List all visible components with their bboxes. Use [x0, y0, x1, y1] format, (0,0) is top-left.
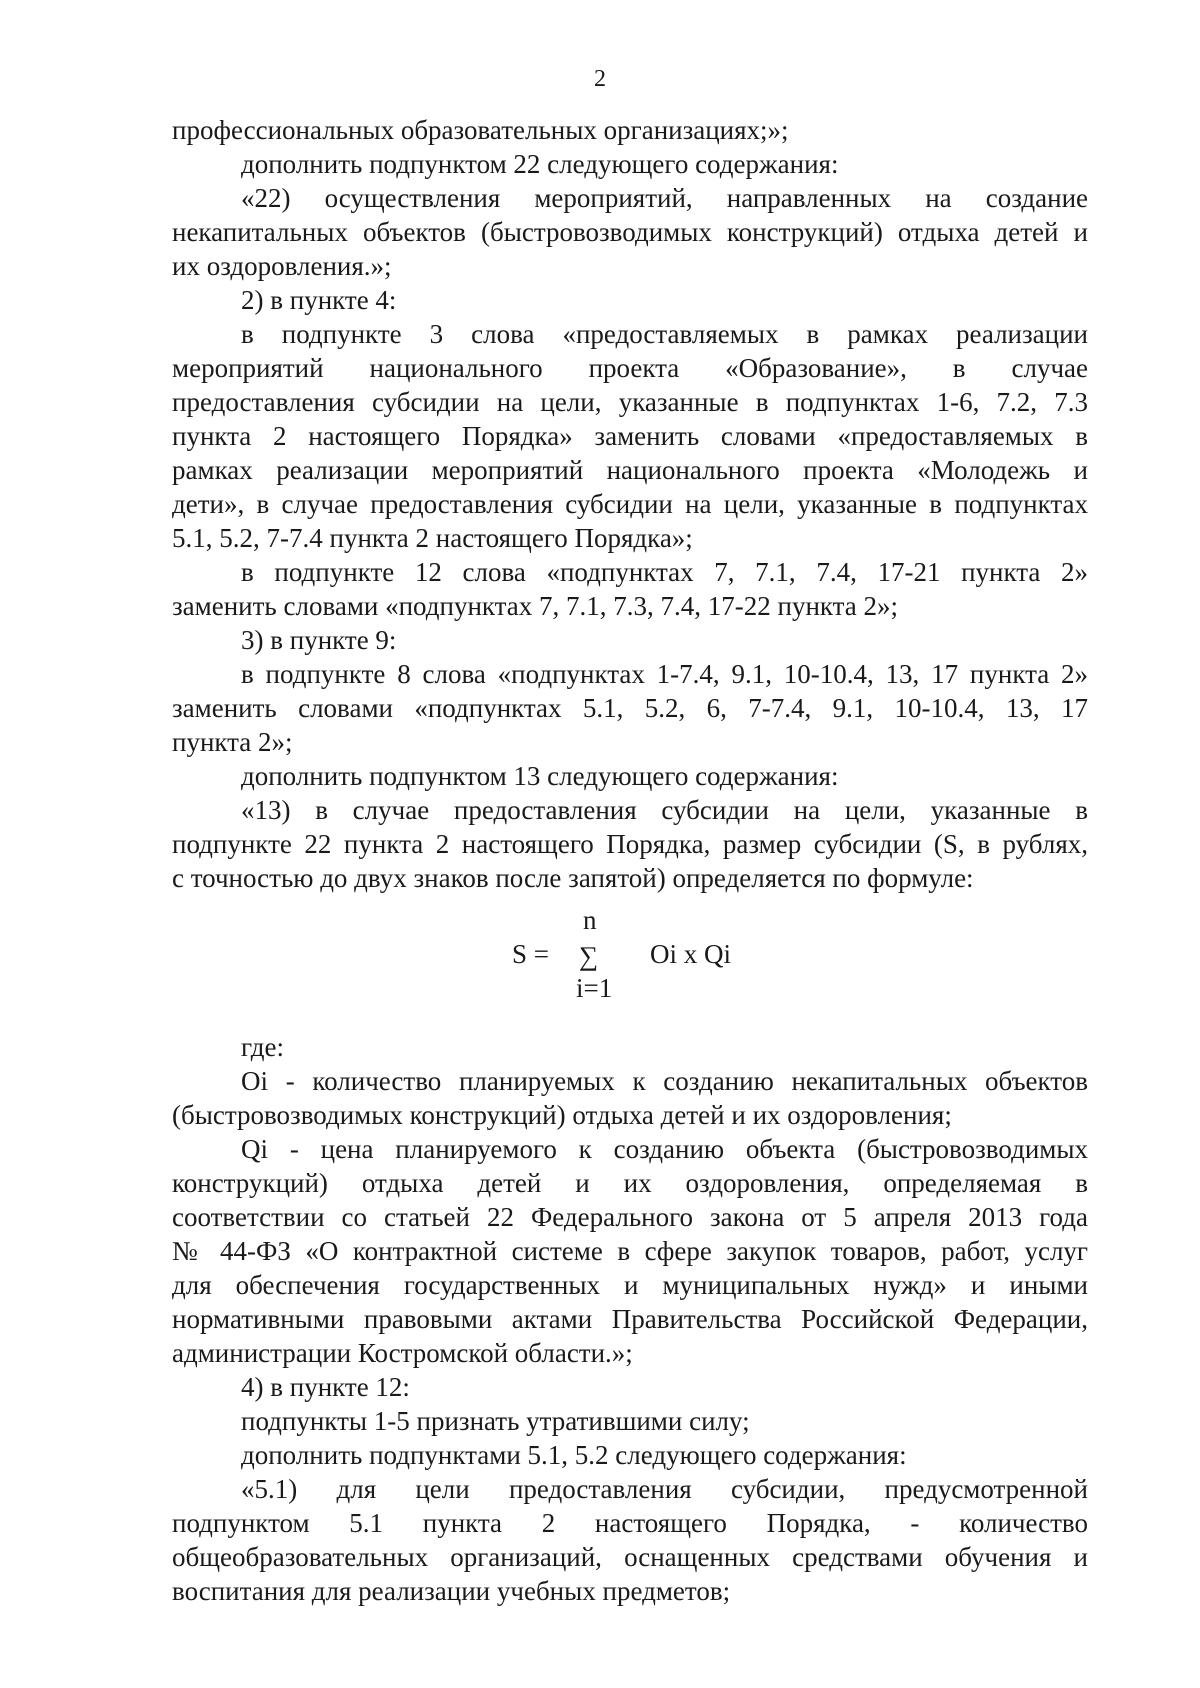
text-line: № 44-ФЗ «О контрактной системе в сфере закупок товаров, работ, услуг — [172, 1236, 1088, 1266]
text-line: дополнить подпунктом 22 следующего содержания: — [241, 149, 839, 179]
text-line: где: — [241, 1032, 284, 1062]
text-line: администрации Костромской области.»; — [172, 1338, 633, 1368]
text-line: пункта 2 настоящего Порядка» заменить словами «предоставляемых в — [172, 421, 1088, 451]
text-line: мероприятий национального проекта «Образование», в случае — [172, 353, 1088, 383]
text-line: подпункты 1-5 признать утратившими силу; — [241, 1406, 750, 1436]
text-line: 3) в пункте 9: — [241, 625, 397, 655]
text-line: воспитания для реализации учебных предметов; — [172, 1576, 731, 1606]
text-line: в подпункте 12 слова «подпунктах 7, 7.1, 7.4, 17-21 пункта 2» — [241, 557, 1088, 587]
text-line: 2) в пункте 4: — [241, 285, 397, 315]
text-line: некапитальных объектов (быстровозводимых конструкций) отдыха детей и — [172, 217, 1088, 247]
formula-lhs: S = — [512, 939, 549, 969]
text-line: предоставления субсидии на цели, указанные в подпунктах 1-6, 7.2, 7.3 — [172, 387, 1088, 417]
text-line: дети», в случае предоставления субсидии на цели, указанные в подпунктах — [172, 489, 1088, 519]
text-line: пункта 2»; — [172, 727, 293, 757]
text-line: заменить словами «подпунктах 5.1, 5.2, 6, 7-7.4, 9.1, 10-10.4, 13, 17 — [172, 693, 1088, 723]
text-line: «5.1) для цели предоставления субсидии, предусмотренной — [241, 1474, 1088, 1504]
text-line: конструкций) отдыха детей и их оздоровления, определяемая в — [172, 1168, 1088, 1198]
text-line: дополнить подпунктами 5.1, 5.2 следующего содержания: — [241, 1440, 907, 1470]
text-line: 5.1, 5.2, 7-7.4 пункта 2 настоящего Порядка»; — [172, 523, 693, 553]
text-line: (быстровозводимых конструкций) отдыха детей и их оздоровления; — [172, 1100, 952, 1130]
text-line: рамках реализации мероприятий национального проекта «Молодежь и — [172, 455, 1088, 485]
text-line: дополнить подпунктом 13 следующего содержания: — [241, 761, 839, 791]
text-line: для обеспечения государственных и муниципальных нужд» и иными — [172, 1270, 1088, 1300]
formula-sigma: ∑ — [579, 941, 599, 971]
formula-lower-limit: i=1 — [576, 973, 613, 1003]
text-line: с точностью до двух знаков после запятой) определяется по формуле: — [172, 863, 974, 893]
text-line: подпунктом 5.1 пункта 2 настоящего Порядка, - количество — [172, 1508, 1088, 1538]
formula-term: Oi x Qi — [650, 939, 731, 969]
text-line: в подпункте 8 слова «подпунктах 1-7.4, 9.1, 10-10.4, 13, 17 пункта 2» — [241, 659, 1088, 689]
formula-upper-limit: n — [583, 905, 597, 935]
text-line: профессиональных образовательных организациях;»; — [172, 115, 789, 145]
text-line: заменить словами «подпунктах 7, 7.1, 7.3, 7.4, 17-22 пункта 2»; — [172, 591, 899, 621]
page-number: 2 — [594, 66, 606, 92]
text-line: «22) осуществления мероприятий, направленных на создание — [241, 183, 1088, 213]
text-line: Oi - количество планируемых к созданию некапитальных объектов — [241, 1066, 1088, 1096]
text-line: общеобразовательных организаций, оснащенных средствами обучения и — [172, 1542, 1088, 1572]
text-line: их оздоровления.»; — [172, 251, 392, 281]
text-line: подпункте 22 пункта 2 настоящего Порядка, размер субсидии (S, в рублях, — [172, 829, 1088, 859]
text-line: «13) в случае предоставления субсидии на цели, указанные в — [241, 795, 1088, 825]
text-line: соответствии со статьей 22 Федерального закона от 5 апреля 2013 года — [172, 1202, 1088, 1232]
text-line: 4) в пункте 12: — [241, 1372, 410, 1402]
text-line: Qi - цена планируемого к созданию объекта (быстровозводимых — [241, 1134, 1088, 1164]
text-line: в подпункте 3 слова «предоставляемых в рамках реализации — [241, 319, 1088, 349]
text-line: нормативными правовыми актами Правительства Российской Федерации, — [172, 1304, 1088, 1334]
